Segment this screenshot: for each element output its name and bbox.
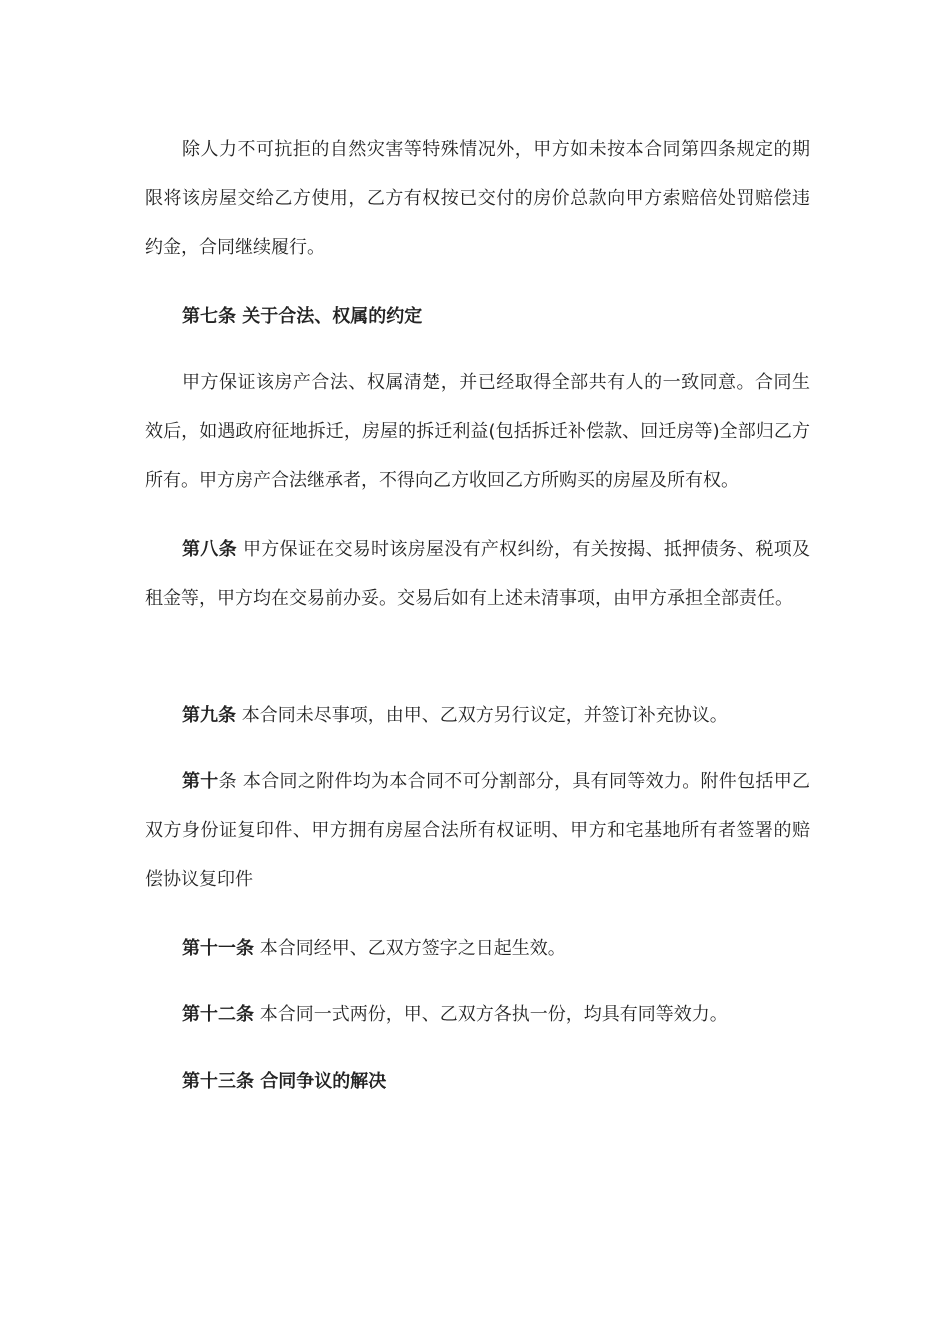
paragraph-text: 甲方保证该房产合法、权属清楚，并已经取得全部共有人的一致同意。合同生效后，如遇政府征地拆迁，房屋的拆迁利益(包括拆迁补偿款、回迁房等)全部归乙方所有。甲方房产合法继承者，不得向乙方收回乙方所购买的房屋及所有权。: [145, 372, 810, 491]
article-8-paragraph: [145, 525, 810, 623]
article-12-paragraph: [145, 990, 810, 1039]
article-10-label: 第十: [182, 771, 219, 792]
paragraph-text: 本合同经甲、乙双方签字之日起生效。: [254, 938, 566, 959]
article-12-label: 第十二条: [182, 1004, 254, 1025]
paragraph-breach-delivery: [145, 125, 810, 272]
paragraph-text: 甲方保证在交易时该房屋没有产权纠纷，有关按揭、抵押债务、税项及租金等，甲方均在交易前办妥。交易后如有上述未清事项，由甲方承担全部责任。: [145, 539, 811, 609]
paragraph-text: 除人力不可抗拒的自然灾害等特殊情况外，甲方如未按本合同第四条规定的期限将该房屋交给乙方使用，乙方有权按已交付的房价总款向甲方索赔倍处罚赔偿违约金，合同继续履行。: [145, 139, 810, 258]
article-11-label: 第十一条: [182, 938, 254, 959]
article-11-paragraph: [145, 924, 810, 973]
paragraph-text: 条 本合同之附件均为本合同不可分割部分，具有同等效力。附件包括甲乙双方身份证复印件、甲方拥有房屋合法所有权证明、甲方和宅基地所有者签署的赔偿协议复印件: [145, 771, 811, 890]
article-10-paragraph: [145, 757, 810, 904]
article-7-heading: [145, 292, 810, 341]
article-9-label: 第九条: [182, 705, 236, 726]
paragraph-text: 本合同一式两份，甲、乙双方各执一份，均具有同等效力。: [254, 1004, 728, 1025]
article-13-heading: [145, 1057, 810, 1106]
article-9-paragraph: [145, 691, 810, 740]
heading-text: 第十三条 合同争议的解决: [182, 1071, 387, 1092]
paragraph-text: 本合同未尽事项，由甲、乙双方另行议定，并签订补充协议。: [236, 705, 728, 726]
article-8-label: 第八条: [182, 539, 237, 560]
article-7-paragraph: [145, 358, 810, 505]
heading-text: 第七条 关于合法、权属的约定: [182, 306, 423, 327]
